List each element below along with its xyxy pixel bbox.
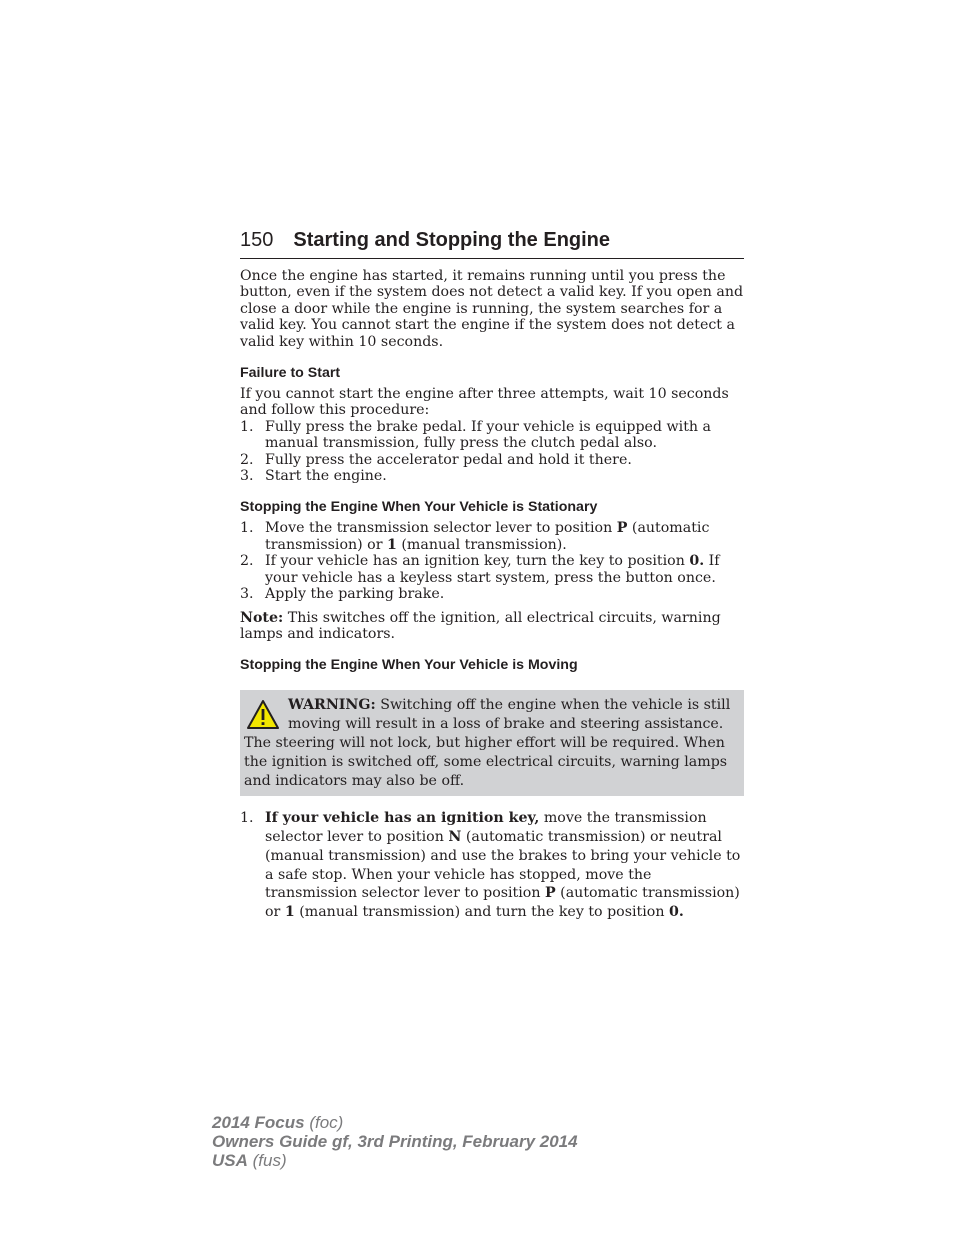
list-item: 2. If your vehicle has an ignition key, turn the key to position 0. If your vehicle has a keyless start system, press the button once.	[240, 553, 720, 586]
warning-box	[240, 690, 744, 796]
note-paragraph: Note: This switches off the ignition, all electrical circuits, warning lamps and indicators.	[240, 609, 721, 642]
footer-line-1: 2014 Focus (foc)	[212, 1113, 344, 1132]
footer-line-3: USA (fus)	[212, 1151, 287, 1170]
stationary-steps	[240, 520, 744, 602]
page-title: Starting and Stopping the Engine	[293, 229, 611, 251]
list-item: 1. If your vehicle has an ignition key, move the transmission selector lever to position N (automatic transmission) or neutral (manual transmission) and use the brakes to bring your vehicle to a safe stop. When your vehicle has stopped, move the transmission selector lever to position P (automatic transmission) or 1 (manual transmission) and turn the key to position 0.	[240, 810, 741, 921]
stationary-heading: Stopping the Engine When Your Vehicle is Stationary	[240, 499, 598, 516]
note-label: Note:	[240, 609, 284, 626]
failure-heading: Failure to Start	[240, 365, 341, 382]
warning-text: Switching off the engine when the vehicle is still moving will result in a loss of brake and steering assistance. The steering will not lock, but higher effort will be required. When the ignition is switched off, some electrical circuits, warning lamps and indicators may also be off.	[244, 697, 731, 789]
list-item: 1. Fully press the brake pedal. If your vehicle is equipped with a manual transmission, fully press the clutch pedal also.	[240, 418, 712, 452]
page-header	[240, 228, 744, 259]
failure-steps	[240, 419, 744, 485]
list-item: 1. Move the transmission selector lever to position P (automatic transmission) or 1 (manual transmission).	[240, 520, 710, 553]
footer-line-2: Owners Guide gf, 3rd Printing, February 2014	[212, 1132, 578, 1151]
moving-heading: Stopping the Engine When Your Vehicle is Moving	[240, 657, 578, 674]
page-number: 150	[240, 229, 274, 251]
list-item: 3. Apply the parking brake.	[240, 586, 445, 603]
intro-paragraph: Once the engine has started, it remains running until you press the button, even if the system does not detect a valid key. If you open and close a door while the engine is running, the system searches for a valid key. You cannot start the engine if the system does not detect a valid key within 10 seconds.	[240, 268, 744, 350]
warning-label: WARNING:	[288, 697, 376, 714]
failure-text: If you cannot start the engine after three attempts, wait 10 seconds and follow this procedure:	[240, 386, 729, 419]
list-item: 2. Fully press the accelerator pedal and hold it there.	[240, 451, 632, 468]
moving-steps	[240, 809, 744, 922]
page-content	[240, 268, 744, 922]
list-item: 3. Start the engine.	[240, 468, 387, 485]
warning-triangle-icon	[246, 698, 280, 732]
page-footer	[212, 1113, 578, 1170]
